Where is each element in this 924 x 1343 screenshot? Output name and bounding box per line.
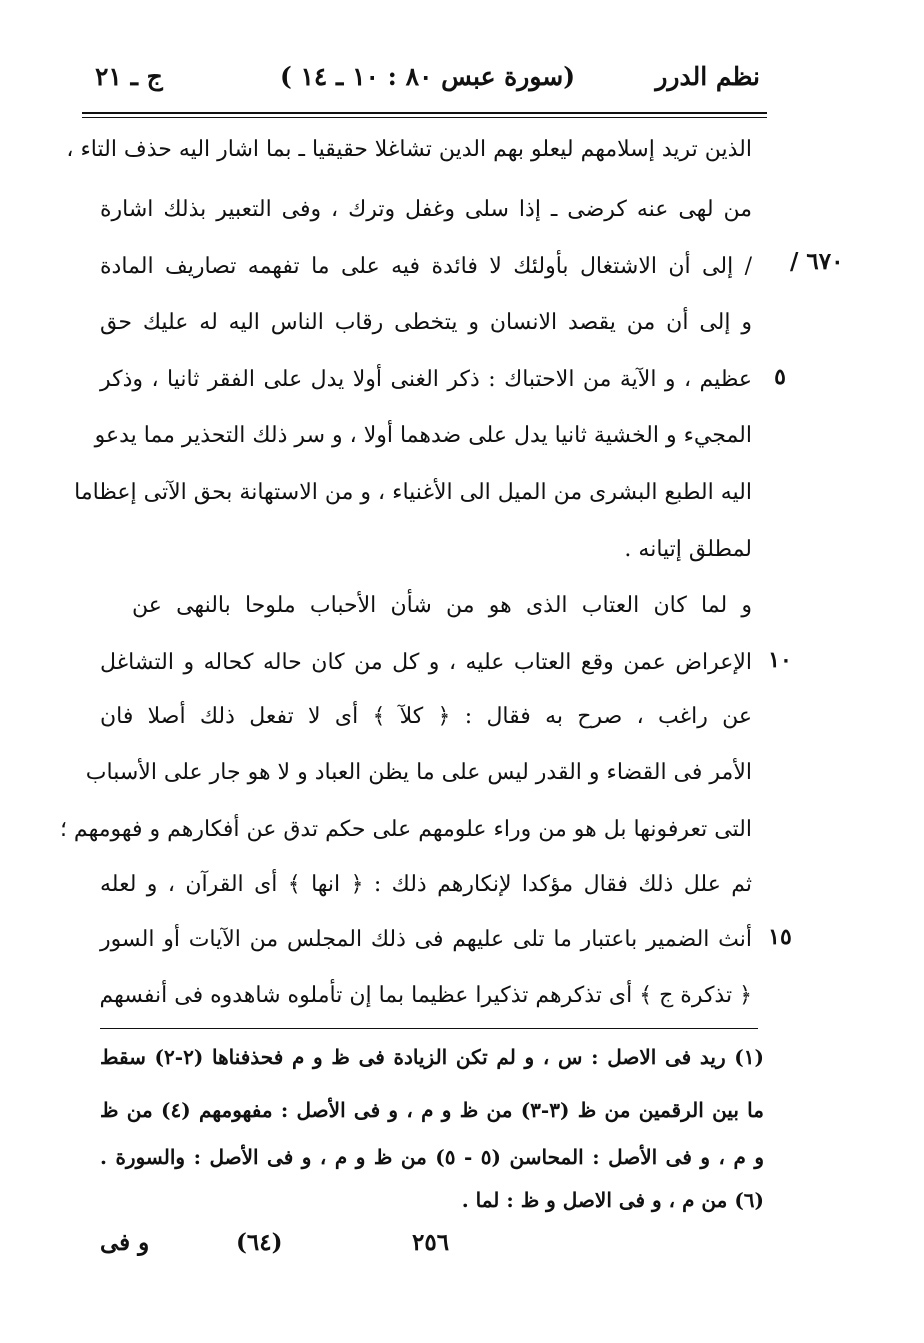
text-line: عن راغب ، صرح به فقال : ﴿ كلآ ﴾ أى لا تفعل ذلك أصلا فان bbox=[100, 704, 752, 729]
text-line: ثم علل ذلك فقال مؤكدا لإنكارهم ذلك : ﴿ انها ﴾ أى القرآن ، و لعله bbox=[100, 872, 752, 897]
text-line: و إلى أن من يقصد الانسان و يتخطى رقاب الناس اليه له عليك حق bbox=[100, 310, 752, 335]
text-line: المجيء و الخشية ثانيا يدل على ضدهما أولا ، و سر ذلك التحذير مما يدعو bbox=[94, 423, 752, 448]
surah-reference: (سورة عبس ٨٠ : ١٠ ـ ١٤ ) bbox=[279, 62, 576, 91]
text-line: الأمر فى القضاء و القدر ليس على ما يظن العباد و لا هو جار على الأسباب bbox=[85, 760, 752, 785]
catchword: و فى bbox=[100, 1229, 150, 1256]
running-header bbox=[95, 58, 760, 98]
text-line: الإعراض عمن وقع العتاب عليه ، و كل من كان حاله كحاله و التشاغل bbox=[100, 650, 752, 675]
header-rule bbox=[82, 112, 767, 114]
footnote-line: ما بين الرقمين من ظ (٣-٣) من ظ و م ، و فى الأصل : مفهومهم (٤) من ظ bbox=[100, 1098, 764, 1122]
manuscript-page-marker: ٦٧٠ / bbox=[790, 248, 844, 275]
line-number-5: ٥ bbox=[774, 364, 786, 390]
text-line: اليه الطبع البشرى من الميل الى الأغنياء ، و من الاستهانة بحق الآتى إعظاما bbox=[74, 480, 752, 505]
text-line: الذين تريد إسلامهم ليعلو بهم الدين تشاغلا حقيقيا ـ بما اشار اليه حذف التاء ، bbox=[66, 137, 752, 162]
text-line: ﴿ تذكرة ج ﴾ أى تذكرهم تذكيرا عظيما بما إن تأملوه شاهدوه فى أنفسهم bbox=[99, 983, 752, 1008]
text-line: التى تعرفونها بل هو من وراء علومهم على حكم تدق عن أفكارهم و فهومهم ؛ bbox=[59, 817, 752, 842]
footnote-line: (١) ريد فى الاصل : س ، و لم تكن الزيادة فى ظ و م فحذفناها (٢-٢) سقط bbox=[100, 1045, 764, 1069]
signature-mark: (٦٤) bbox=[236, 1229, 283, 1256]
text-line: أنث الضمير باعتبار ما تلى عليهم فى ذلك المجلس من الآيات أو السور bbox=[100, 927, 752, 952]
text-line: من لهى عنه كرضى ـ إذا سلى وغفل وترك ، وفى التعبير بذلك اشارة bbox=[100, 197, 752, 222]
volume-label: ج ـ ٢١ bbox=[95, 62, 163, 91]
text-line: و لما كان العتاب الذى هو من شأن الأحباب ملوحا بالنهى عن bbox=[132, 593, 752, 618]
line-number-10: ١٠ bbox=[768, 647, 792, 673]
footnote-line: و م ، و فى الأصل : المحاسن (٥ - ٥) من ظ و م ، و فى الأصل : والسورة . bbox=[100, 1145, 764, 1169]
line-number-15: ١٥ bbox=[768, 924, 792, 950]
footnote-line: (٦) من م ، و فى الاصل و ظ : لما . bbox=[461, 1188, 764, 1212]
text-line: / إلى أن الاشتغال بأولئك لا فائدة فيه على ما تفهمه تصاريف المادة bbox=[100, 254, 752, 279]
header-rule-thin bbox=[82, 117, 767, 118]
book-title: نظم الدرر bbox=[655, 62, 760, 91]
footnote-rule bbox=[100, 1028, 758, 1029]
text-line: عظيم ، و الآية من الاحتباك : ذكر الغنى أولا يدل على الفقر ثانيا ، وذكر bbox=[100, 367, 752, 392]
page-number: ٢٥٦ bbox=[412, 1229, 450, 1256]
text-line: لمطلق إتيانه . bbox=[624, 537, 752, 562]
